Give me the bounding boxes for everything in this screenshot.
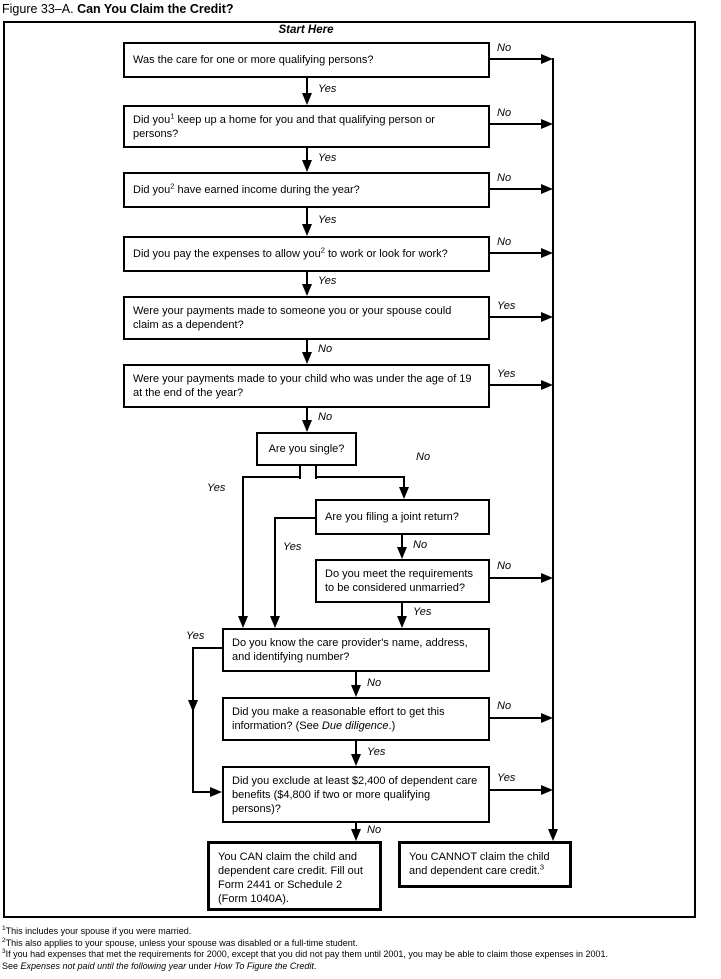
- question-box-qualifying-persons: [123, 42, 490, 78]
- question-box-payments-dependent: [123, 296, 490, 340]
- question-text: Do you know the care provider's name, address, and identifying number?: [232, 637, 468, 663]
- question-text: Did you exclude at least $2,400 of dependent care benefits ($4,800 if two or more qualifying persons)?: [232, 774, 478, 815]
- connector-line: [274, 517, 315, 519]
- question-box-care-provider-info: [222, 628, 490, 672]
- branch-label-no: No: [367, 824, 382, 836]
- connector-line: [242, 476, 301, 478]
- arrowhead-down-icon: [302, 284, 312, 296]
- footnote-ref: 2: [320, 245, 325, 255]
- footnote: $^1$This includes your spouse if you were married.: [2, 925, 192, 936]
- branch-label-no: No: [497, 107, 512, 119]
- arrowhead-down-icon: [238, 616, 248, 628]
- branch-label-yes: Yes: [283, 541, 302, 553]
- connector-line: [490, 717, 542, 719]
- result-box-cannot-claim: [398, 841, 572, 888]
- branch-label-no: No: [367, 677, 382, 689]
- question-box-exclude-benefits: [222, 766, 490, 823]
- question-text: Were your payments made to your child who was under the age of 19 at the end of the year?: [133, 373, 472, 399]
- question-box-considered-unmarried: [315, 559, 490, 603]
- connector-line: [306, 208, 308, 225]
- figure-label: Figure 33–A.: [2, 2, 74, 16]
- connector-line: [274, 517, 276, 617]
- page-title: [2, 2, 234, 16]
- question-box-earned-income: [123, 172, 490, 208]
- connector-line: [192, 647, 194, 793]
- footnote-ref: 3: [539, 862, 545, 872]
- branch-label-no: No: [413, 539, 428, 551]
- question-text: Did you$^1$ keep up a home for you and that qualifying person or persons?: [133, 110, 435, 140]
- connector-line: [490, 316, 542, 318]
- arrowhead-down-icon: [399, 487, 409, 499]
- arrowhead-down-icon: [548, 829, 558, 841]
- branch-label-yes: Yes: [318, 214, 337, 226]
- connector-line: [306, 78, 308, 94]
- footnote: See Expenses not paid until the following year under How To Figure the Credit.: [2, 960, 317, 971]
- question-text: Are you filing a joint return?: [325, 511, 459, 523]
- question-box-are-you-single: [256, 432, 357, 466]
- question-text: Was the care for one or more qualifying persons?: [133, 54, 374, 66]
- result-text: You CAN claim the child and dependent care credit. Fill out Form 2441 or Schedule 2 (Form 1040A).: [218, 851, 363, 905]
- question-box-joint-return: [315, 499, 490, 535]
- arrowhead-down-icon: [302, 93, 312, 105]
- footnote-ref: 2: [170, 181, 175, 191]
- arrowhead-down-icon: [397, 547, 407, 559]
- connector-line: [490, 384, 542, 386]
- connector-line: [192, 791, 212, 793]
- figure-heading: Can You Claim the Credit?: [77, 2, 234, 16]
- arrowhead-down-icon: [397, 616, 407, 628]
- branch-label-yes: Yes: [497, 772, 516, 784]
- arrowhead-down-icon: [302, 160, 312, 172]
- arrowhead-down-icon: [351, 685, 361, 697]
- connector-line: [490, 123, 542, 125]
- branch-label-no: No: [318, 343, 333, 355]
- connector-line: [490, 789, 542, 791]
- question-text: Were your payments made to someone you or your spouse could claim as a dependent?: [133, 305, 452, 331]
- start-here-label: Start Here: [278, 24, 334, 36]
- arrowhead-down-icon: [270, 616, 280, 628]
- question-text: Did you$^2$ have earned income during the year?: [133, 181, 360, 196]
- question-text: Do you meet the requirements to be considered unmarried?: [325, 568, 473, 594]
- result-text: You CANNOT claim the child and dependent care credit.$^3$: [409, 851, 550, 877]
- branch-label-yes: Yes: [367, 746, 386, 758]
- branch-label-no: No: [497, 236, 512, 248]
- branch-label-yes: Yes: [497, 300, 516, 312]
- branch-label-yes: Yes: [497, 368, 516, 380]
- arrowhead-down-icon: [351, 754, 361, 766]
- question-text: Did you make a reasonable effort to get this information? (See Due diligence.): [232, 706, 445, 732]
- connector-line: [490, 188, 542, 190]
- arrowhead-down-icon: [351, 829, 361, 841]
- arrowhead-right-icon: [210, 787, 222, 797]
- arrowhead-down-icon: [188, 700, 198, 712]
- branch-label-no: No: [497, 172, 512, 184]
- question-box-keep-up-home: [123, 105, 490, 148]
- footnote: $^3$If you had expenses that met the requirements for 2000, except that you did not pay them until 2001, you may be able to claim those expenses in 2001.: [2, 948, 608, 959]
- footnote-ref: 1: [170, 110, 175, 120]
- connector-line: [315, 476, 405, 478]
- connector-line: [355, 741, 357, 755]
- branch-label-no: No: [497, 42, 512, 54]
- connector-line: [490, 252, 542, 254]
- connector-line: [355, 672, 357, 686]
- arrowhead-down-icon: [302, 224, 312, 236]
- branch-label-yes: Yes: [186, 630, 205, 642]
- result-box-can-claim: [207, 841, 382, 911]
- branch-label-no: No: [497, 560, 512, 572]
- question-text: Did you pay the expenses to allow you$^2$ to work or look for work?: [133, 245, 448, 260]
- branch-label-no: No: [497, 700, 512, 712]
- arrowhead-down-icon: [302, 420, 312, 432]
- footnotes: [2, 926, 719, 972]
- branch-label-no: No: [416, 451, 431, 463]
- footnote: $^2$This also applies to your spouse, unless your spouse was disabled or a full-time student.: [2, 936, 358, 948]
- branch-label-yes: Yes: [207, 482, 226, 494]
- arrowhead-down-icon: [302, 352, 312, 364]
- branch-label-yes: Yes: [318, 152, 337, 164]
- branch-label-yes: Yes: [318, 83, 337, 95]
- question-box-payments-child-under-19: [123, 364, 490, 408]
- connector-line: [242, 476, 244, 617]
- connector-line: [490, 577, 542, 579]
- connector-line: [401, 603, 403, 617]
- question-text: Are you single?: [268, 443, 345, 455]
- question-box-reasonable-effort: [222, 697, 490, 741]
- branch-label-yes: Yes: [318, 275, 337, 287]
- question-box-pay-expenses: [123, 236, 490, 272]
- branch-label-yes: Yes: [413, 606, 432, 618]
- collector-line: [552, 58, 554, 830]
- connector-line: [192, 647, 222, 649]
- branch-label-no: No: [318, 411, 333, 423]
- connector-line: [490, 58, 542, 60]
